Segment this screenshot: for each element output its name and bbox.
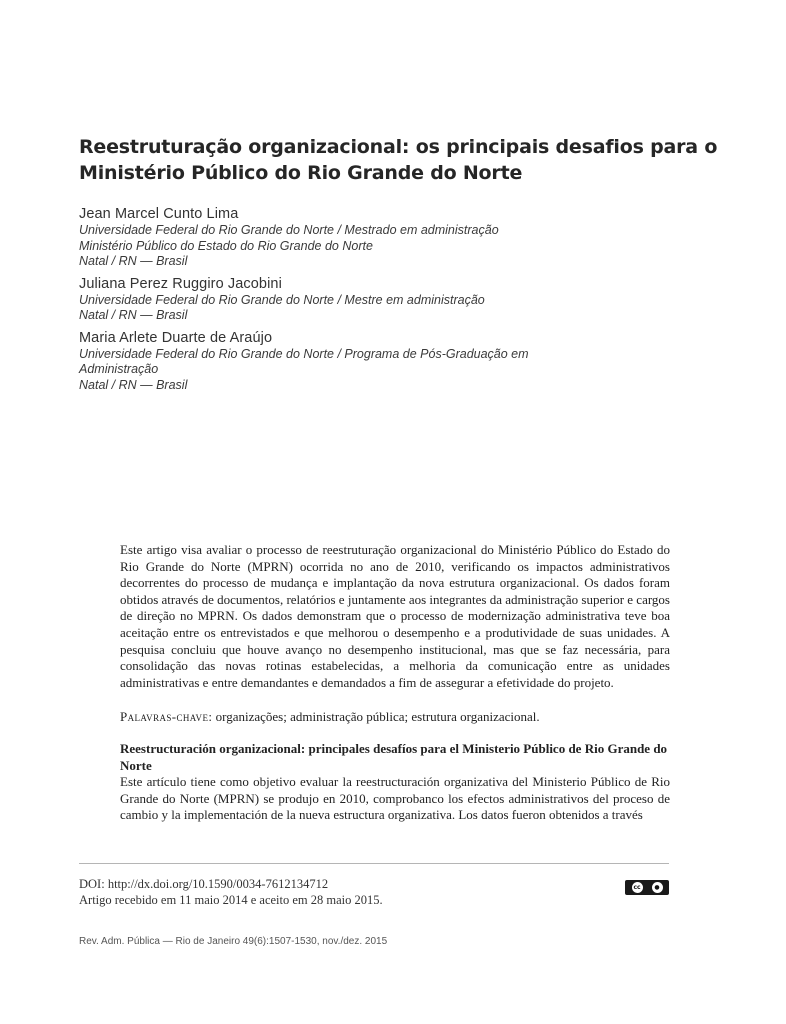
author-name: Juliana Perez Ruggiro Jacobini — [79, 275, 282, 292]
spanish-title: Reestructuración organizacional: principales desafíos para el Ministerio Público de Rio Grande do Norte — [120, 741, 668, 773]
doi-block — [79, 877, 579, 908]
article-title-line-2: Ministério Público do Rio Grande do Norte — [79, 162, 523, 184]
article-title-line-1: Reestruturação organizacional: os principais desafios para o — [79, 136, 718, 158]
abstract-spanish: Este artículo tiene como objetivo evaluar la reestructuración organizativa del Ministerio Público de Rio Grande do Norte (MPRN) se produjo en 2010, comprobanco los efectos administrativos del proceso de cambio y la implementación de la nueva estructura organizativa. Los datos fueron obtenidos a través — [120, 774, 670, 823]
author-block — [79, 276, 699, 324]
author-affiliation: Universidade Federal do Rio Grande do Norte / Mestre em administração — [79, 292, 485, 307]
keywords — [120, 709, 670, 725]
attribution-icon: ● — [652, 882, 663, 893]
author-affiliation: Universidade Federal do Rio Grande do Norte / Mestrado em administração — [79, 223, 499, 237]
author-location: Natal / RN — Brasil — [79, 254, 188, 268]
keywords-text: organizações; administração pública; estrutura organizacional. — [215, 709, 540, 724]
received-accepted-dates: Artigo recebido em 11 maio 2014 e aceito em 28 maio 2015. — [79, 892, 383, 907]
author-affiliation: Universidade Federal do Rio Grande do Norte / Programa de Pós-Graduação em Administração — [79, 346, 529, 376]
author-list — [79, 206, 699, 399]
keywords-label: Palavras-chave: — [120, 709, 213, 724]
cc-icon: cc — [633, 884, 641, 891]
author-name: Jean Marcel Cunto Lima — [79, 206, 239, 222]
author-affiliation: Ministério Público do Estado do Rio Grande do Norte — [79, 238, 373, 253]
creative-commons-by-icon[interactable] — [625, 880, 669, 895]
author-block — [79, 206, 699, 270]
abstract-portuguese: Este artigo visa avaliar o processo de reestruturação organizacional do Ministério Público do Estado do Rio Grande do Norte (MPRN) ocorrida no ano de 2010, verificando os impactos administrativos decorrentes do processo de mudança e implantação da nova estrutura organizacional. Os dados foram obtidos através de documentos, relatórios e juntamente aos integrantes da administração superior e cargos de direção no MPRN. Os dados demonstram que o processo de modernização administrativa teve boa aceitação entre os entrevistados e que melhorou o desempenho e a produtividade de suas unidades. A pesquisa concluiu que houve avanço no desempenho institucional, mas que se faz necessária, para consolidação das novas rotinas estabelecidas, a melhoria da comunicação entre as unidades administrativas e entre demandantes e demandados a fim de assegurar a efetividade do projeto. — [120, 542, 670, 690]
author-location: Natal / RN — Brasil — [79, 377, 188, 392]
author-location: Natal / RN — Brasil — [79, 308, 188, 322]
journal-footer: Rev. Adm. Pública — Rio de Janeiro 49(6):1507-1530, nov./dez. 2015 — [79, 936, 388, 947]
author-name: Maria Arlete Duarte de Araújo — [79, 329, 273, 346]
doi-link[interactable]: DOI: http://dx.doi.org/10.1590/0034-7612134712 — [79, 877, 329, 891]
article-title — [79, 134, 718, 186]
author-block — [79, 330, 699, 394]
footnote-divider — [79, 863, 669, 864]
